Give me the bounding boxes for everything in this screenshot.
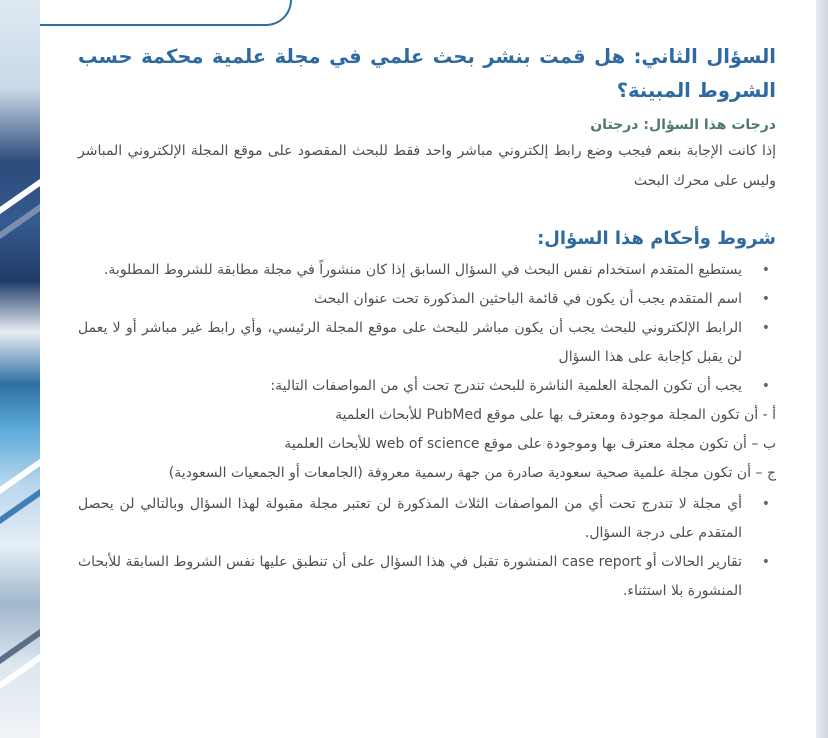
rule-item: • يجب أن تكون المجلة العلمية الناشرة للبحث تندرج تحت أي من المواصفات التالية: xyxy=(78,372,776,401)
journal-criteria-a: أ - أن تكون المجلة موجودة ومعترف بها على موقع PubMed للأبحاث العلمية xyxy=(335,407,776,423)
page-edge-shadow xyxy=(816,0,828,738)
rule-item: • اسم المتقدم يجب أن يكون في قائمة الباحثين المذكورة تحت عنوان البحث xyxy=(78,285,776,314)
final-rules-list xyxy=(78,490,776,606)
decor-stripe xyxy=(0,450,40,495)
rule-item: • يستطيع المتقدم استخدام نفس البحث في السؤال السابق إذا كان منشوراً في مجلة مطابقة للشروط المطلوبة. xyxy=(78,256,776,285)
page-margin xyxy=(40,0,48,738)
rules-heading: شروط وأحكام هذا السؤال: xyxy=(537,228,776,249)
answer-note: إذا كانت الإجابة بنعم فيجب وضع رابط إلكتروني مباشر واحد فقط للبحث المقصود على موقع المجلة الإلكتروني المباشر وليس على محرك البحث xyxy=(78,143,776,189)
question-grade: درجات هذا السؤال: درجتان xyxy=(590,117,776,133)
decorative-frame-curve xyxy=(40,0,292,26)
rule-item: • الرابط الإلكتروني للبحث يجب أن يكون مباشر للبحث على موقع المجلة الرئيسي، وأي رابط غير مباشر أو لا يعمل لن يقبل كإجابة على هذا السؤال xyxy=(78,314,776,372)
journal-criteria-b: ب – أن تكون مجلة معترف بها وموجودة على موقع web of science للأبحاث العلمية xyxy=(284,436,776,452)
rules-list xyxy=(78,256,776,401)
rule-item: • أي مجلة لا تندرج تحت أي من المواصفات الثلاث المذكورة لن تعتبر مجلة مقبولة لهذا السؤال وبالتالي لن يحصل المتقدم على درجة السؤال. xyxy=(78,490,776,548)
decorative-side-image xyxy=(0,0,40,738)
journal-criteria-c: ج – أن تكون مجلة علمية صحية سعودية صادرة من جهة رسمية معروفة (الجامعات أو الجمعيات السعودية) xyxy=(168,465,776,481)
document-content xyxy=(78,40,776,606)
question-title: السؤال الثاني: هل قمت بنشر بحث علمي في مجلة علمية محكمة حسب الشروط المبينة؟ xyxy=(78,45,776,102)
rule-item: • تقارير الحالات أو case report المنشورة تقبل في هذا السؤال على أن تنطبق عليها نفس الشروط السابقة للأبحاث المنشورة بلا استثناء. xyxy=(78,548,776,606)
